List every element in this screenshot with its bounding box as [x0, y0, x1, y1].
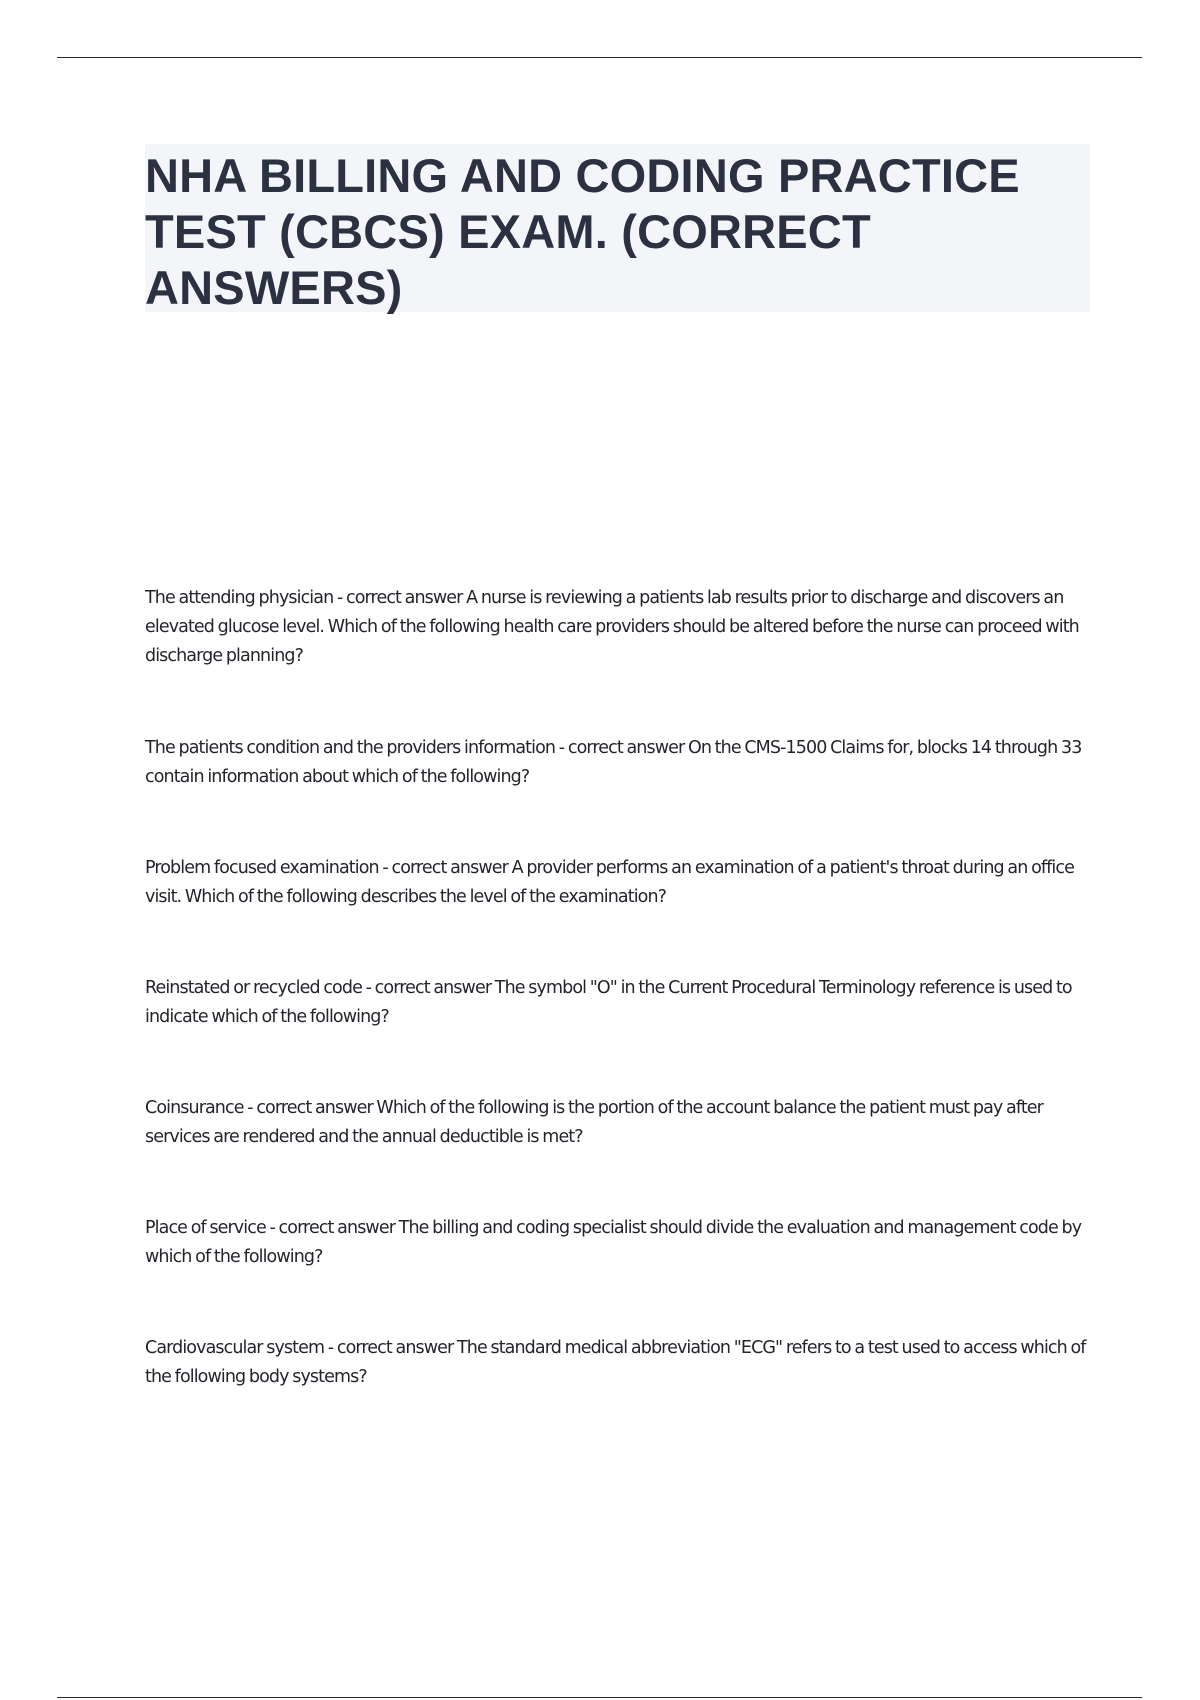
qa-item: The patients condition and the providers information - correct answer On the CMS-1500 Claims for, blocks 14 through 33 contain information about which of the following?: [145, 738, 1082, 787]
qa-item: Place of service - correct answer The billing and coding specialist should divide the evaluation and management code by which of the following?: [145, 1218, 1082, 1267]
qa-item: Coinsurance - correct answer Which of the following is the portion of the account balance the patient must pay after services are rendered and the annual deductible is met?: [145, 1098, 1043, 1147]
question-answer-list: [145, 584, 1090, 1454]
footer-rule: [57, 1697, 1142, 1698]
document-title: NHA BILLING AND CODING PRACTICE TEST (CBCS) EXAM. (CORRECT ANSWERS): [145, 149, 1020, 314]
qa-item: Cardiovascular system - correct answer The standard medical abbreviation "ECG" refers to a test used to access which of the following body systems?: [145, 1338, 1086, 1387]
qa-item: Reinstated or recycled code - correct answer The symbol "O" in the Current Procedural Terminology reference is used to indicate which of the following?: [145, 978, 1072, 1027]
qa-item: The attending physician - correct answer A nurse is reviewing a patients lab results prior to discharge and discovers an elevated glucose level. Which of the following health care providers should be altered before the nurse can proceed with discharge planning?: [145, 588, 1079, 666]
qa-item: Problem focused examination - correct answer A provider performs an examination of a patient's throat during an office visit. Which of the following describes the level of the examination?: [145, 858, 1074, 907]
title-block: [145, 144, 1090, 312]
header-rule: [57, 57, 1142, 58]
